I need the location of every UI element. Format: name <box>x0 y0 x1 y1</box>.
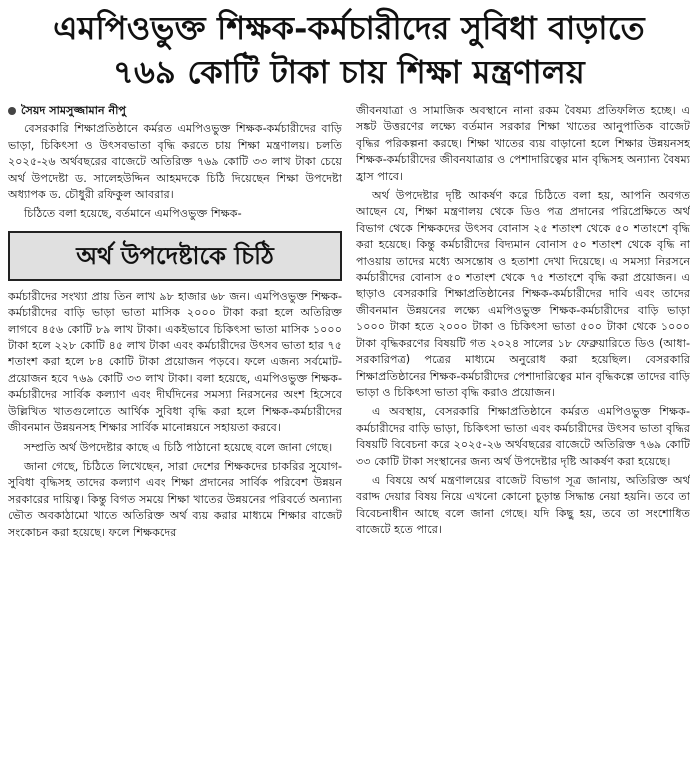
paragraph: জীবনযাত্রা ও সামাজিক অবস্থানে নানা রকম বৈষম্য প্রতিফলিত হচ্ছে। এ সঙ্কট উত্তরণের লক্ষ্যে বর্তমান সরকার শিক্ষা খাতের আনুপাতিক বাজেট বৃদ্ধির পরিকল্পনা করছে। শিক্ষা খাতের ব্যয় বাড়ানো হলে শিক্ষার উন্নয়নসহ শিক্ষক-কর্মচারীদের জীবনযাত্রার ও পেশাদারিত্বের মান বৃদ্ধিসহ অন্যান্য বৈষম্য হ্রাস পাবে। <box>356 104 690 183</box>
article-body <box>8 103 690 779</box>
paragraph: এ বিষয়ে অর্থ মন্ত্রণালয়ের বাজেট বিভাগ সূত্র জানায়, অতিরিক্ত অর্থ বরাদ্দ দেয়ার বিষয় নিয়ে এখনো কোনো চূড়ান্ত সিদ্ধান্ত নেয়া হয়নি। তবে তা বিবেচনাধীন আছে বলে জানা গেছে। যদি কিছু হয়, তবে তা সংশোধিত বাজেটে হতে পারে। <box>356 473 690 537</box>
byline <box>8 103 342 119</box>
headline <box>8 6 690 94</box>
subheading-box <box>8 231 342 281</box>
paragraph: সম্প্রতি অর্থ উপদেষ্টার কাছে এ চিঠি পাঠানো হয়েছে বলে জানা গেছে। <box>24 440 333 454</box>
headline-line-2: ৭৬৯ কোটি টাকা চায় শিক্ষা মন্ত্রণালয় <box>113 53 585 91</box>
paragraph: চিঠিতে বলা হয়েছে, বর্তমানে এমপিওভুক্ত শিক্ষক- <box>24 207 242 221</box>
bullet-icon <box>8 107 16 115</box>
paragraph: জানা গেছে, চিঠিতে লিখেছেন, সারা দেশের শিক্ষকদের চাকরির সুযোগ-সুবিধা বৃদ্ধিসহ তাদের কল্যাণ এবং শিক্ষা প্রদানের সার্বিক পরিবেশ উন্নয়ন সরকারের দায়িত্ব। কিন্তু বিগত সময়ে শিক্ষা খাতের উন্নয়নের পরিবর্তে অন্যান্য ভৌত অবকাঠামো খাতে অতিরিক্ত অর্থ ব্যয় করার মাধ্যমে শিক্ষার বাজেট সংকোচন করা হয়েছে। ফলে শিক্ষকদের <box>8 459 342 539</box>
right-column <box>356 103 690 779</box>
paragraph: বেসরকারি শিক্ষাপ্রতিষ্ঠানে কর্মরত এমপিওভুক্ত শিক্ষক-কর্মচারীদের বাড়ি ভাড়া, চিকিৎসা ও উৎসবভাতা বৃদ্ধি করতে চায় শিক্ষা মন্ত্রণালয়। চলতি ২০২৫-২৬ অর্থবছরের বাজেটে অতিরিক্ত ৭৬৯ কোটি ৩৩ লাখ টাকা চেয়ে অর্থ উপদেষ্টা ড. সালেহউদ্দিন আহমদকে চিঠি দিয়েছেন শিক্ষা উপদেষ্টা অধ্যাপক ড. চৌধুরী রফিকুল আবরার। <box>8 122 342 202</box>
subheading: অর্থ উপদেষ্টাকে চিঠি <box>76 240 274 270</box>
paragraph: এ অবস্থায়, বেসরকারি শিক্ষাপ্রতিষ্ঠানে কর্মরত এমপিওভুক্ত শিক্ষক-কর্মচারীদের বাড়ি ভাড়া, চিকিৎসা ভাতা এবং কর্মচারীদের উৎসব ভাতা বৃদ্ধির বিষয়টি বিবেচনা করে ২০২৫-২৬ অর্থবছরের বাজেটে অতিরিক্ত ৭৬৯ কোটি ৩৩ কোটি টাকা সংস্থানের জন্য অর্থ উপদেষ্টার দৃষ্টি আকর্ষণ করা হয়েছে। <box>356 405 690 468</box>
paragraph: কর্মচারীদের সংখ্যা প্রায় তিন লাখ ৯৮ হাজার ৬৮ জন। এমপিওভুক্ত শিক্ষক-কর্মচারীদের বাড়ি ভাড়া ভাতা মাসিক ২০০০ টাকা করা হলে অতিরিক্ত লাগবে ৪৫৬ কোটি ৮৯ লাখ টাকা। একইভাবে চিকিৎসা ভাতা মাসিক ১০০০ টাকা হলে ২২৮ কোটি ৪৫ লাখ টাকা এবং কর্মচারীদের উৎসব ভাতা হার ৭৫ শতাংশ করা হলে ৮৪ কোটি টাকা প্রয়োজন পড়বে। ফলে এজন্য সর্বমোট-প্রয়োজন হবে ৭৬৯ কোটি ৩৩ লাখ টাকা। বলা হয়েছে, এমপিওভুক্ত শিক্ষক-কর্মচারীদের সার্বিক কল্যাণ এবং দীর্ঘদিনের সমস্যা নিরসনের অংশ হিসেবে উল্লিখিত খাতগুলোতে আর্থিক সুবিধা বৃদ্ধি করা হলে শিক্ষক-কর্মচারীদের জীবনমান উন্নয়নসহ শিক্ষার সার্বিক মানোন্নয়নে সহায়তা করবে। <box>8 289 342 435</box>
author-name: সৈয়দ সামসুজ্জামান নীপু <box>21 104 126 117</box>
headline-line-1: এমপিওভুক্ত শিক্ষক-কর্মচারীদের সুবিধা বাড়াতে <box>53 9 645 47</box>
left-column <box>8 103 342 779</box>
paragraph: অর্থ উপদেষ্টার দৃষ্টি আকর্ষণ করে চিঠিতে বলা হয়, আপনি অবগত আছেন যে, শিক্ষা মন্ত্রণালয় থেকে ডিও পত্র প্রদানের পরিপ্রেক্ষিতে অর্থ বিভাগ থেকে শিক্ষকদের উৎসব বোনাস ২৫ শতাংশ থেকে ৫০ শতাংশে বৃদ্ধি করা হয়েছে। কিন্তু কর্মচারীদের বিদ্যমান বোনাস ৫০ শতাংশ থেকে বৃদ্ধি না পাওয়ায় তাদের মধ্যে অসন্তোষ ও হতাশা দেখা দিয়েছে। এ সমস্যা নিরসনে কর্মচারীদের বোনাস ৫০ শতাংশ থেকে ৭৫ শতাংশে বৃদ্ধি করা প্রয়োজন। এ ছাড়াও বেসরকারি শিক্ষাপ্রতিষ্ঠানের শিক্ষক-কর্মচারীদের দাবি এবং তাদের জীবনমান উন্নয়নের লক্ষ্যে এমপিওভুক্ত শিক্ষক-কর্মচারীদের বাড়ি ভাড়া ১০০০ টাকা হতে ২০০০ টাকা ও চিকিৎসা ভাতা ৫০০ টাকা থেকে ১০০০ টাকা বৃদ্ধিকরণের বিষয়টি গত ২০২৪ সালের ১৮ ফেব্রুয়ারিতে ডিও (আধা-সরকারিপত্র) পত্রের মাধ্যমে অনুরোধ করা হয়েছিল। বেসরকারি শিক্ষাপ্রতিষ্ঠানের শিক্ষক-কর্মচারীদের পেশাদারিত্বের মান বৃদ্ধিকল্পে তাদের বাড়ি ভাড়া ও চিকিৎসা ভাতা বৃদ্ধি করাও প্রয়োজন। <box>356 189 690 399</box>
